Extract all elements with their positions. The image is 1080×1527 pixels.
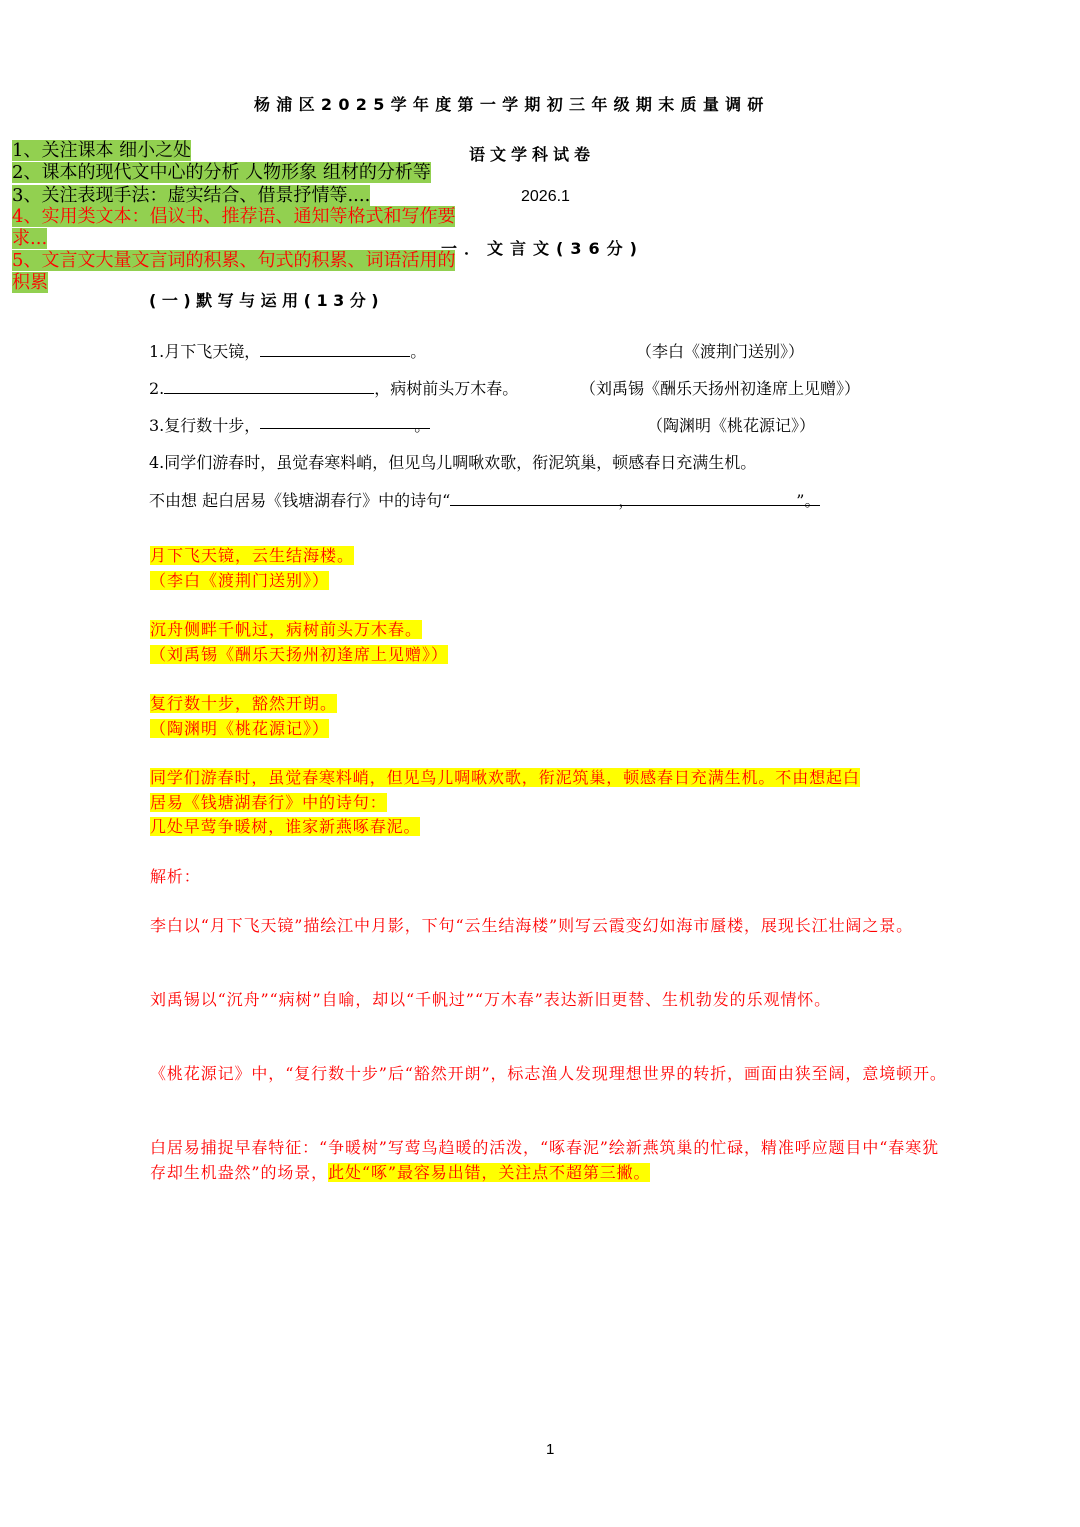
note-item: 2、课本的现代文中心的分析 人物形象 组材的分析等 [12,162,431,183]
answer-blank[interactable] [164,378,374,394]
analysis-paragraph: 白居易捕捉早春特征：“争暖树”写莺鸟趋暖的活泼，“啄春泥”绘新燕筑巢的忙碌，精准呼应题目中“春寒犹存却生机盎然”的场景，此处“啄”最容易出错，关注点不超第三撇。 [150,1138,939,1182]
note-item: 4、实用类文本：倡议书、推荐语、通知等格式和写作要 [12,206,456,227]
analysis-paragraph: 刘禹锡以“沉舟”“病树”自喻，却以“千帆过”“万木春”表达新旧更替、生机勃发的乐观情怀。 [150,990,832,1009]
question-3: 3.复行数十步， 。 [149,413,430,436]
answer-blank[interactable] [260,341,410,357]
answer-blank[interactable]: 。 [260,413,430,429]
note-item: 求... [12,228,48,249]
answer-3: 复行数十步，豁然开朗。 （陶渊明《桃花源记》） [150,694,338,738]
page-number: 1 [546,1441,555,1458]
question-3-source: （陶渊明《桃花源记》） [647,416,816,435]
analysis-paragraph: 《桃花源记》中，“复行数十步”后“豁然开朗”，标志渔人发现理想世界的转折，画面由狭至阔，意境顿开。 [150,1064,947,1083]
question-4-line-2: 不由想 起白居易《钱塘湖春行》中的诗句“ ， ”。 [149,491,821,510]
note-item: 3、关注表现手法：虚实结合、借景抒情等.... [12,185,371,206]
page-subtitle: 语文学科试卷 [469,145,596,164]
page-title: 杨浦区2025学年度第一学期初三年级期末质量调研 [254,95,770,114]
analysis-paragraph: 李白以“月下飞天镜”描绘江中月影，下句“云生结海楼”则写云霞变幻如海市蜃楼，展现长江壮阔之景。 [150,916,914,935]
answer-2: 沉舟侧畔千帆过，病树前头万木春。 （刘禹锡《酬乐天扬州初逢席上见赠》） [150,620,449,664]
analysis-label: 解析： [150,867,201,886]
section-heading: 一．文言文(36分) [441,239,644,258]
question-2-source: （刘禹锡《酬乐天扬州初逢席上见赠》） [580,379,861,398]
note-item: 5、文言文大量文言词的积累、句式的积累、词语活用的 [12,250,456,271]
subsection-heading: (一)默写与运用(13分) [149,291,385,310]
exam-date: 2026.1 [521,188,570,205]
question-1-source: （李白《渡荆门送别》） [636,342,805,361]
note-item: 1、关注课本 细小之处 [12,140,192,161]
answer-4: 同学们游春时，虽觉春寒料峭，但见鸟儿啁啾欢歌，衔泥筑巢，顿感春日充满生机。不由想起白 居易《钱塘湖春行》中的诗句： 几处早莺争暖树，谁家新燕啄春泥。 [150,768,860,837]
highlighted-tip: 此处“啄”最容易出错，关注点不超第三撇。 [328,1162,651,1182]
question-2: 2. ，病树前头万木春。 [149,379,519,398]
answer-1: 月下飞天镜，云生结海楼。 （李白《渡荆门送别》） [150,546,355,590]
note-item: 积累 [12,272,48,293]
question-1: 1.月下飞天镜， 。 [149,342,427,361]
answer-blank[interactable]: ， ”。 [450,490,820,506]
question-4-line-1: 4.同学们游春时，虽觉春寒料峭，但见鸟儿啁啾欢歌，衔泥筑巢，顿感春日充满生机。 [149,453,757,472]
